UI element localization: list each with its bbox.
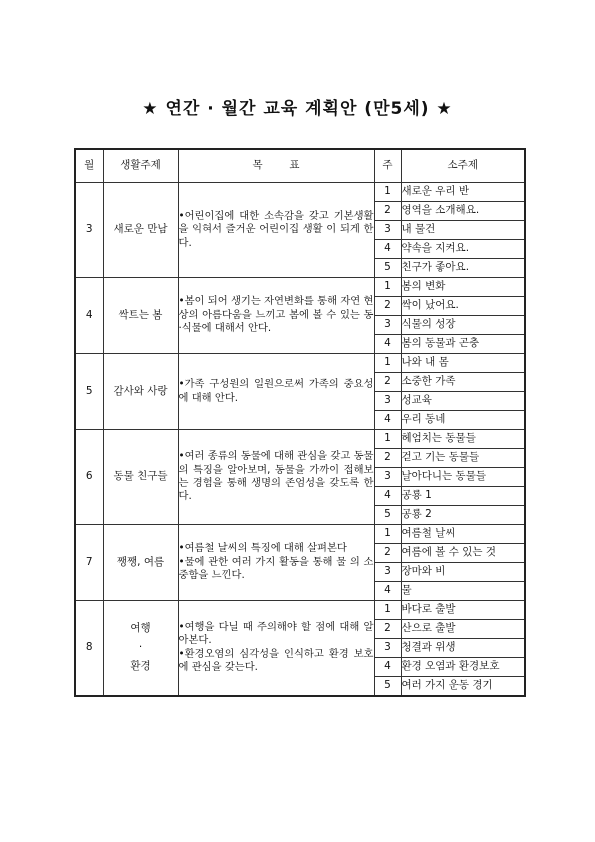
week-number: 4 (374, 487, 401, 506)
table-row (75, 183, 525, 202)
week-number: 1 (374, 183, 401, 202)
month-cell: 8 (75, 601, 103, 696)
subtopic-cell: 소중한 가족 (401, 373, 525, 392)
goal-text: •어린이집에 대한 소속감을 갖고 기본생활을 익혀서 즐거운 어린이집 생활 이 되게 한다. (178, 209, 374, 249)
goal-text: •가족 구성원의 일원으로써 가족의 중요성에 대해 안다. (178, 378, 374, 404)
subtopic-cell: 봄의 변화 (401, 278, 525, 297)
week-number: 2 (374, 620, 401, 639)
header-goal: 목 표 (178, 149, 374, 183)
week-number: 1 (374, 430, 401, 449)
week-number: 1 (374, 525, 401, 544)
goal-text: •여름철 날씨의 특징에 대해 살펴본다 (178, 542, 347, 555)
header-theme: 생활주제 (103, 149, 178, 183)
subtopic-cell: 친구가 좋아요. (401, 259, 525, 278)
week-number: 4 (374, 658, 401, 677)
theme-line: · (138, 641, 143, 654)
week-number: 4 (374, 240, 401, 259)
subtopic-cell: 여름철 날씨 (401, 525, 525, 544)
table-row (75, 430, 525, 449)
theme-line: 새로운 만남 (113, 223, 168, 236)
week-number: 5 (374, 506, 401, 525)
subtopic-cell: 산으로 출발 (401, 620, 525, 639)
month-cell: 3 (75, 183, 103, 278)
week-number: 3 (374, 563, 401, 582)
theme-line: 환경 (130, 660, 151, 673)
subtopic-cell: 성교육 (401, 392, 525, 411)
subtopic-cell: 약속을 지켜요. (401, 240, 525, 259)
goal-text: •물에 관한 여러 가지 활동을 통해 물 의 소중함을 느낀다. (178, 555, 374, 582)
week-number: 2 (374, 544, 401, 563)
subtopic-cell: 여름에 볼 수 있는 것 (401, 544, 525, 563)
week-number: 2 (374, 373, 401, 392)
week-number: 4 (374, 335, 401, 354)
week-number: 3 (374, 392, 401, 411)
theme-cell (103, 525, 178, 601)
subtopic-cell: 식물의 성장 (401, 316, 525, 335)
theme-cell (103, 354, 178, 430)
subtopic-cell: 청결과 위생 (401, 639, 525, 658)
header-subtopic: 소주제 (401, 149, 525, 183)
subtopic-cell: 여러 가지 운동 경기 (401, 677, 525, 696)
theme-line: 감사와 사랑 (113, 384, 168, 397)
table-row (75, 278, 525, 297)
theme-line: 싹트는 봄 (118, 308, 163, 321)
table-header-row (75, 149, 525, 183)
subtopic-cell: 싹이 났어요. (401, 297, 525, 316)
week-number: 4 (374, 582, 401, 601)
goal-cell (178, 354, 374, 430)
subtopic-cell: 새로운 우리 반 (401, 183, 525, 202)
table-row (75, 601, 525, 620)
week-number: 1 (374, 278, 401, 297)
subtopic-cell: 헤엄치는 동물들 (401, 430, 525, 449)
theme-line: 여행 (130, 622, 151, 635)
week-number: 1 (374, 601, 401, 620)
subtopic-cell: 영역을 소개해요. (401, 202, 525, 221)
week-number: 3 (374, 639, 401, 658)
week-number: 5 (374, 259, 401, 278)
subtopic-cell: 물 (401, 582, 525, 601)
page-title: ★ 연간 · 월간 교육 계획안 (만5세) ★ (142, 99, 453, 119)
goal-text: •환경오염의 심각성을 인식하고 환경 보호에 관심을 갖는다. (178, 647, 374, 674)
goal-cell (178, 430, 374, 525)
week-number: 3 (374, 468, 401, 487)
week-number: 2 (374, 202, 401, 221)
subtopic-cell: 공룡 2 (401, 506, 525, 525)
subtopic-cell: 내 물건 (401, 221, 525, 240)
goal-cell (178, 183, 374, 278)
goal-cell (178, 601, 374, 696)
theme-line: 동물 친구들 (113, 470, 168, 483)
week-number: 1 (374, 354, 401, 373)
month-cell: 6 (75, 430, 103, 525)
subtopic-cell: 우리 동네 (401, 411, 525, 430)
subtopic-cell: 날아다니는 동물들 (401, 468, 525, 487)
education-plan-table (74, 148, 526, 697)
theme-cell (103, 278, 178, 354)
goal-cell (178, 525, 374, 601)
subtopic-cell: 나와 내 몸 (401, 354, 525, 373)
goal-cell (178, 278, 374, 354)
header-month: 월 (75, 149, 103, 183)
subtopic-cell: 환경 오염과 환경보호 (401, 658, 525, 677)
week-number: 4 (374, 411, 401, 430)
week-number: 2 (374, 297, 401, 316)
week-number: 5 (374, 677, 401, 696)
goal-text: •여행을 다닐 때 주의해야 할 점에 대해 알아본다. (178, 621, 374, 647)
table-body (75, 183, 525, 696)
month-cell: 4 (75, 278, 103, 354)
week-number: 3 (374, 316, 401, 335)
month-cell: 7 (75, 525, 103, 601)
subtopic-cell: 공룡 1 (401, 487, 525, 506)
subtopic-cell: 바다로 출발 (401, 601, 525, 620)
subtopic-cell: 봄의 동물과 곤충 (401, 335, 525, 354)
table-row (75, 525, 525, 544)
table-row (75, 354, 525, 373)
subtopic-cell: 걷고 기는 동물들 (401, 449, 525, 468)
header-week: 주 (374, 149, 401, 183)
month-cell: 5 (75, 354, 103, 430)
subtopic-cell: 장마와 비 (401, 563, 525, 582)
goal-text: •여러 종류의 동물에 대해 관심을 갖고 동물의 특징을 알아보며, 동물을 가까이 접해보는 경험을 통해 생명의 존엄성을 갖도록 한다. (178, 450, 374, 503)
goal-text: •봄이 되어 생기는 자연변화를 통해 자연 현상의 아름다움을 느끼고 봄에 볼 수 있는 동·식물에 대해서 안다. (178, 295, 374, 335)
week-number: 3 (374, 221, 401, 240)
theme-cell (103, 430, 178, 525)
week-number: 2 (374, 449, 401, 468)
theme-cell (103, 183, 178, 278)
theme-cell (103, 601, 178, 696)
theme-line: 쨍쨍, 여름 (116, 555, 165, 568)
